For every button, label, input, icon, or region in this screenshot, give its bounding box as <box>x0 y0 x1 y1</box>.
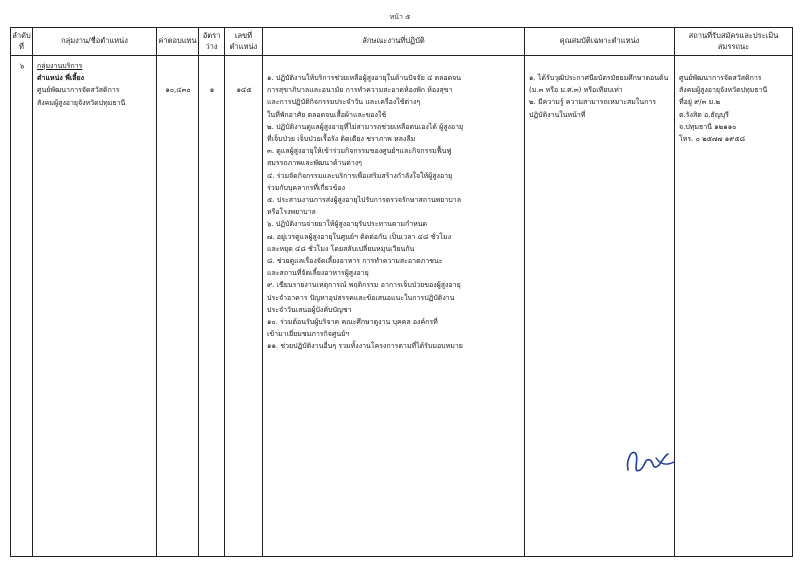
duty-line: ๕. ประสานงานการส่งผู้สูงอายุไปรับการตรวจรักษาสถานพยาบาล <box>267 196 461 205</box>
duty-line: ในที่พักอาศัย ตลอดจนเสื้อผ้าและของใช้ <box>267 110 387 119</box>
duty-line: ๔. ร่วมจัดกิจกรรมและบริการเพื่อเสริมสร้างกำลังใจให้ผู้สูงอายุ <box>267 171 453 180</box>
header-position-no: เลขที่ตำแหน่ง <box>225 28 263 56</box>
qualification-line: (ม.๓ หรือ ม.ศ.๓) หรือเทียบเท่า <box>529 86 623 95</box>
header-qualifications: คุณสมบัติเฉพาะตำแหน่ง <box>525 28 675 56</box>
duty-line: ๗. อยู่เวรดูแลผู้สูงอายุในศูนย์ฯ ติดต่อกัน เป็นเวลา ๔๘ ชั่วโมง <box>267 232 452 241</box>
vacancy-value: ๑ <box>209 86 215 94</box>
duty-line: สมรรถภาพและพัฒนาด้านต่างๆ <box>267 159 362 168</box>
cell-group-position <box>33 56 157 557</box>
duty-line: ประจำวันเสนอผู้บังคับบัญชา <box>267 305 352 314</box>
cell-place <box>675 56 793 557</box>
qualification-line: ๑. ได้รับวุฒิประกาศนียบัตรมัธยมศึกษาตอนต้น <box>529 74 669 82</box>
duty-line: ที่เจ็บป่วย เจ็บป่วยเรื้อรัง ติดเตียง ชราภาพ หลงลืม <box>267 135 416 144</box>
header-row <box>11 28 793 56</box>
header-place: สถานที่รับสมัครและประเมินสมรรถนะ <box>675 28 793 56</box>
wage-value: ๑๐,๔๓๐ <box>165 86 191 94</box>
cell-vacancy <box>199 56 225 557</box>
qualification-line: ปฏิบัติงานในหน้าที่ <box>529 110 586 119</box>
duty-line: และสถานที่จัดเลี้ยงอาหารผู้สูงอายุ <box>267 269 369 278</box>
header-duties: ลักษณะงานที่ปฏิบัติ <box>263 28 525 56</box>
place-line: สังคมผู้สูงอายุจังหวัดปทุมธานี <box>679 86 768 95</box>
duty-line: หรือโรงพยาบาล <box>267 208 316 217</box>
table-row <box>11 56 793 557</box>
place-line: ศูนย์พัฒนาการจัดสวัสดิการ <box>679 74 762 82</box>
duty-line: และหยุด ๔๘ ชั่วโมง โดยสลับเปลี่ยนหมุนเวียนกัน <box>267 244 415 253</box>
cell-qualifications <box>525 56 675 557</box>
duty-line: ร่วมกับบุคลากรที่เกี่ยวข้อง <box>267 183 346 192</box>
header-vacancy: อัตราว่าง <box>199 28 225 56</box>
row-number: ๖ <box>19 62 25 70</box>
duty-line: ๑๐. ร่วมต้อนรับผู้บริจาค คณะศึกษาดูงาน บุคคล องค์กรที่ <box>267 318 438 327</box>
place-line: ที่อยู่ ๙/๓ ม.๒ <box>679 98 721 107</box>
duty-line: ประจำอาคาร ปัญหาอุปสรรคและข้อเสนอแนะในการปฏิบัติงาน <box>267 293 455 302</box>
cell-position-no <box>225 56 263 557</box>
header-group-position: กลุ่มงาน/ชื่อตำแหน่ง <box>33 28 157 56</box>
cell-wage <box>157 56 199 557</box>
duty-line: ๖. ปฏิบัติงานจ่ายยาให้ผู้สูงอายุรับประทานตามกำหนด <box>267 220 428 229</box>
header-no: ลำดับที่ <box>11 28 33 56</box>
duty-line: ๑. ปฏิบัติงานให้บริการช่วยเหลือผู้สูงอายุในด้านปัจจัย ๔ ตลอดจน <box>267 74 462 82</box>
duty-line: ๘. ช่วยดูแลเรื่องจัดเลี้ยงอาหาร การทำความสะอาดภาชนะ <box>267 257 443 266</box>
signature-mark <box>622 440 682 480</box>
page-number: หน้า ๕ <box>389 13 411 21</box>
duty-line: ๒. ปฏิบัติงานดูแลผู้สูงอายุที่ไม่สามารถช่วยเหลือตนเองได้ ผู้สูงอายุ <box>267 122 464 131</box>
place-line: จ.ปทุมธานี ๑๒๑๑๐ <box>679 122 737 131</box>
duty-line: การสุขาภิบาลและอนามัย การทำความสะอาดห้องพัก ห้องสุขา <box>267 86 453 95</box>
unit-line: ศูนย์พัฒนาการจัดสวัสดิการ <box>37 86 120 95</box>
duty-line: เข้ามาเยี่ยมชมภารกิจศูนย์ฯ <box>267 330 350 339</box>
place-line: โทร. ๐ ๒๕๗๗ ๑๙๕๘ <box>679 135 746 144</box>
position-no-value: ๑๔๕ <box>236 86 252 94</box>
cell-duties <box>263 56 525 557</box>
group-name: กลุ่มงานบริการ <box>37 62 83 70</box>
header-wage: ค่าตอบแทน <box>157 28 199 56</box>
qualification-line: ๒. มีความรู้ ความสามารถเหมาะสมในการ <box>529 98 657 107</box>
unit-line: สังคมผู้สูงอายุจังหวัดปทุมธานี <box>37 98 126 107</box>
duty-line: และการปฏิบัติกิจกรรมประจำวัน และเครื่องใช้ต่างๆ <box>267 98 421 107</box>
duty-line: ๓. ดูแลผู้สูงอายุให้เข้าร่วมกิจกรรมของศูนย์ฯและกิจกรรมฟื้นฟู <box>267 147 452 156</box>
duty-line: ๑๑. ช่วยปฏิบัติงานอื่นๆ รวมทั้งงานโครงการตามที่ได้รับมอบหมาย <box>267 342 463 351</box>
cell-no <box>11 56 33 557</box>
position-title: ตำแหน่ง พี่เลี้ยง <box>37 74 85 83</box>
place-line: ต.รังสิต อ.ธัญบุรี <box>679 110 729 119</box>
duty-line: ๙. เขียนรายงานเหตุการณ์ พฤติกรรม อาการเจ็บป่วยของผู้สูงอายุ <box>267 281 461 290</box>
